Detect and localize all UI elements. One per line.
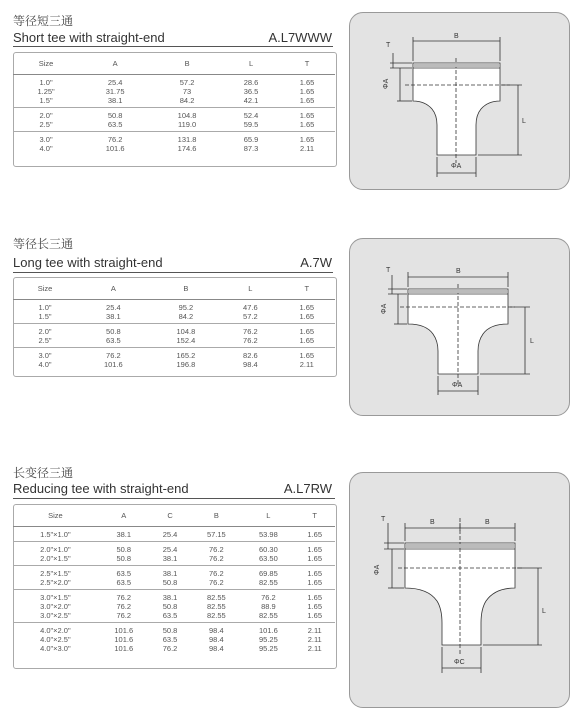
table-row <box>13 144 335 153</box>
table-cell: 28.6 <box>243 78 259 87</box>
table-cell: 95.2 <box>178 303 194 312</box>
table-cell: 1.65 <box>307 569 323 578</box>
table-cell: 1.65 <box>299 87 315 96</box>
table-row <box>13 300 335 313</box>
table-cell: 2.0" <box>38 327 52 336</box>
table-cell: 82.55 <box>206 593 226 602</box>
table-cell: 1.25" <box>37 87 55 96</box>
table-row <box>13 348 335 361</box>
table-cell: 38.1 <box>79 96 151 108</box>
table-cell: 3.0"×1.5" <box>40 593 71 602</box>
tee-diagram <box>349 12 570 190</box>
table-cell: 2.11 <box>299 360 314 369</box>
table-cell: 4.0"×2.5" <box>40 635 71 644</box>
table-cell: 1.5" <box>13 312 77 324</box>
column-header: Size <box>13 52 79 75</box>
section-long-tee <box>0 235 583 420</box>
table-cell: 38.1 <box>162 593 178 602</box>
dim-label-b: B <box>454 33 459 40</box>
table-row <box>13 336 335 348</box>
table-cell: 50.8 <box>162 626 178 635</box>
table-row <box>13 611 335 623</box>
table-cell: 63.5 <box>77 336 150 348</box>
table-cell: 63.50 <box>242 554 294 566</box>
table-cell: 50.8 <box>150 578 191 590</box>
table-cell: 63.5 <box>79 120 151 132</box>
table-cell: 165.2 <box>176 351 196 360</box>
table-cell: 57.2 <box>179 78 195 87</box>
table-cell: 2.11 <box>307 626 322 635</box>
table-cell: 196.8 <box>176 360 196 369</box>
table-row <box>13 566 335 579</box>
title-rule <box>13 498 335 499</box>
table-cell: 25.4 <box>107 78 123 87</box>
table-cell: 84.2 <box>150 312 223 324</box>
table-cell: 1.65 <box>299 327 315 336</box>
table-cell: 104.8 <box>177 111 197 120</box>
table-cell: 1.65 <box>294 611 335 623</box>
spec-table <box>13 52 335 153</box>
table-row <box>13 554 335 566</box>
table-cell: 3.0" <box>39 135 53 144</box>
table-cell: 50.8 <box>116 545 132 554</box>
table-cell: 4.0" <box>39 144 53 153</box>
table-cell: 76.2 <box>261 593 276 602</box>
table-cell: 101.6 <box>105 144 125 153</box>
table-cell: 98.4 <box>209 644 224 653</box>
table-cell: 95.25 <box>259 644 278 653</box>
table-row <box>13 108 335 121</box>
table-row <box>13 87 335 96</box>
tee-diagram <box>349 472 570 708</box>
table-row <box>13 590 335 603</box>
table-cell: 63.5 <box>150 611 191 623</box>
table-cell: 25.4 <box>162 545 178 554</box>
table-cell: 2.11 <box>307 644 322 653</box>
table-row <box>13 132 335 145</box>
column-header: Size <box>13 277 77 300</box>
table-cell: 38.1 <box>162 569 178 578</box>
table-cell: 1.65 <box>299 303 315 312</box>
table-cell: 101.6 <box>103 360 123 369</box>
table-cell: 3.0"×2.5" <box>13 611 98 623</box>
table-cell: 73 <box>182 87 192 96</box>
table-cell: 82.55 <box>206 602 226 611</box>
column-header: T <box>294 504 335 527</box>
table-row <box>13 120 335 132</box>
table-cell: 2.11 <box>307 635 322 644</box>
column-header: L <box>242 504 294 527</box>
section-title-en: Short tee with straight-end <box>13 30 165 45</box>
table-cell: 42.1 <box>223 96 279 108</box>
column-header: B <box>190 504 242 527</box>
spec-table <box>13 277 335 369</box>
table-cell: 60.30 <box>259 545 278 554</box>
table-cell: 76.2 <box>162 644 178 653</box>
table-cell: 1.65 <box>279 312 335 324</box>
table-cell: 101.6 <box>259 626 278 635</box>
table-cell: 82.55 <box>242 578 294 590</box>
table-cell: 69.85 <box>259 569 278 578</box>
spec-table <box>13 504 335 653</box>
table-cell: 4.0"×2.0" <box>40 626 71 635</box>
column-header: A <box>98 504 150 527</box>
table-cell: 95.25 <box>259 635 278 644</box>
title-rule <box>13 272 333 273</box>
table-cell: 101.6 <box>114 644 134 653</box>
table-cell: 1.65 <box>299 351 315 360</box>
product-code: A.L7RW <box>283 481 332 496</box>
dim-label-t: T <box>381 516 386 523</box>
table-cell: 25.4 <box>106 303 121 312</box>
table-cell: 76.2 <box>209 569 224 578</box>
dim-label-t: T <box>386 42 391 49</box>
column-header: T <box>279 277 335 300</box>
table-cell: 76.2 <box>116 593 132 602</box>
dim-label-b: B <box>456 268 461 275</box>
table-cell: 98.4 <box>243 360 258 369</box>
section-title-cn: 等径长三通 <box>13 237 74 251</box>
table-row <box>13 635 335 644</box>
table-cell: 98.4 <box>209 635 224 644</box>
table-cell: 1.65 <box>294 554 335 566</box>
table-cell: 1.65 <box>307 545 323 554</box>
dim-label-l: L <box>522 118 526 125</box>
table-cell: 2.5" <box>13 120 79 132</box>
table-cell: 52.4 <box>243 111 259 120</box>
table-cell: 152.4 <box>150 336 223 348</box>
section-title-en: Long tee with straight-end <box>13 255 163 270</box>
table-cell: 2.0" <box>39 111 53 120</box>
table-row <box>13 96 335 108</box>
dim-label-phia-bottom: ΦA <box>452 382 463 389</box>
table-cell: 76.2 <box>98 611 150 623</box>
table-header-row <box>13 277 335 300</box>
table-cell: 63.5 <box>162 635 178 644</box>
column-header: C <box>150 504 191 527</box>
table-cell: 76.2 <box>190 554 242 566</box>
table-cell: 36.5 <box>243 87 259 96</box>
section-title-cn: 长变径三通 <box>13 466 74 480</box>
column-header: A <box>79 52 151 75</box>
table-cell: 57.2 <box>222 312 278 324</box>
table-cell: 38.1 <box>98 527 150 542</box>
table-cell: 31.75 <box>105 87 125 96</box>
table-cell: 76.2 <box>222 336 278 348</box>
dim-label-phia-bottom: ΦA <box>451 163 462 170</box>
product-code: A.7W <box>300 255 332 270</box>
table-cell: 2.11 <box>299 144 315 153</box>
table-cell: 1.65 <box>279 120 335 132</box>
table-cell: 76.2 <box>190 578 242 590</box>
dim-label-l: L <box>530 338 534 345</box>
column-header: A <box>77 277 150 300</box>
table-cell: 63.5 <box>98 578 150 590</box>
table-cell: 1.0" <box>38 303 52 312</box>
column-header: B <box>150 277 223 300</box>
table-cell: 101.6 <box>114 626 134 635</box>
table-cell: 4.0"×3.0" <box>40 644 71 653</box>
table-cell: 50.8 <box>107 111 123 120</box>
table-cell: 76.2 <box>116 602 132 611</box>
table-row <box>13 312 335 324</box>
table-cell: 1.5"×1.0" <box>13 527 98 542</box>
table-cell: 76.2 <box>106 351 121 360</box>
table-cell: 131.8 <box>177 135 197 144</box>
table-cell: 50.8 <box>162 602 178 611</box>
section-title-en: Reducing tee with straight-end <box>13 481 189 496</box>
table-cell: 1.65 <box>299 135 315 144</box>
table-cell: 25.4 <box>150 527 191 542</box>
dim-label-b-right: B <box>485 519 490 526</box>
column-header: Size <box>13 504 98 527</box>
table-row <box>13 527 335 542</box>
table-cell: 82.55 <box>242 611 294 623</box>
table-row <box>13 542 335 555</box>
table-cell: 38.1 <box>150 554 191 566</box>
table-row <box>13 623 335 636</box>
table-cell: 2.5"×2.0" <box>13 578 98 590</box>
table-cell: 63.5 <box>116 569 132 578</box>
table-cell: 1.65 <box>299 78 315 87</box>
table-cell: 1.65 <box>294 527 335 542</box>
table-cell: 82.55 <box>190 611 242 623</box>
table-row <box>13 578 335 590</box>
table-cell: 4.0" <box>38 360 52 369</box>
table-cell: 98.4 <box>209 626 224 635</box>
section-reducing-tee <box>0 462 583 712</box>
dim-label-phia-side: ΦA <box>381 303 388 314</box>
table-cell: 3.0"×2.0" <box>40 602 71 611</box>
table-cell: 1.65 <box>279 336 335 348</box>
column-header: L <box>222 277 278 300</box>
table-cell: 53.98 <box>242 527 294 542</box>
table-header-row <box>13 504 335 527</box>
table-cell: 2.0"×1.5" <box>13 554 98 566</box>
dim-label-phia-side: ΦA <box>374 564 381 575</box>
table-cell: 2.5" <box>13 336 77 348</box>
column-header: T <box>279 52 335 75</box>
table-cell: 87.3 <box>243 144 259 153</box>
table-cell: 50.8 <box>98 554 150 566</box>
table-cell: 2.5"×1.5" <box>40 569 71 578</box>
dim-label-l: L <box>542 608 546 615</box>
table-cell: 38.1 <box>77 312 150 324</box>
table-cell: 1.65 <box>294 578 335 590</box>
dim-label-phic-bottom: ΦC <box>454 659 465 666</box>
table-cell: 76.2 <box>243 327 258 336</box>
dim-label-phia-side: ΦA <box>383 78 390 89</box>
column-header: L <box>223 52 279 75</box>
table-cell: 1.0" <box>39 78 53 87</box>
dim-label-b-left: B <box>430 519 435 526</box>
table-header-row <box>13 52 335 75</box>
table-cell: 3.0" <box>38 351 52 360</box>
table-cell: 76.2 <box>209 545 224 554</box>
table-cell: 1.65 <box>299 111 315 120</box>
column-header: B <box>151 52 223 75</box>
table-cell: 47.6 <box>243 303 258 312</box>
section-short-tee <box>0 0 583 200</box>
table-cell: 1.65 <box>307 593 323 602</box>
table-cell: 82.6 <box>243 351 258 360</box>
table-row <box>13 602 335 611</box>
title-rule <box>13 46 333 47</box>
table-cell: 65.9 <box>243 135 259 144</box>
product-code: A.L7WWW <box>268 30 332 45</box>
dim-label-t: T <box>386 267 391 274</box>
table-row <box>13 324 335 337</box>
table-cell: 1.65 <box>307 602 323 611</box>
table-cell: 1.65 <box>279 96 335 108</box>
section-title-cn: 等径短三通 <box>13 14 74 28</box>
table-row <box>13 644 335 653</box>
table-cell: 84.2 <box>151 96 223 108</box>
table-row <box>13 360 335 369</box>
table-cell: 2.0"×1.0" <box>40 545 71 554</box>
table-cell: 76.2 <box>107 135 123 144</box>
table-row <box>13 75 335 88</box>
table-cell: 50.8 <box>106 327 121 336</box>
table-cell: 59.5 <box>223 120 279 132</box>
table-cell: 57.15 <box>190 527 242 542</box>
table-cell: 101.6 <box>114 635 134 644</box>
tee-diagram <box>349 238 570 416</box>
table-cell: 174.6 <box>177 144 197 153</box>
table-cell: 1.5" <box>13 96 79 108</box>
table-cell: 88.9 <box>261 602 276 611</box>
table-cell: 119.0 <box>151 120 223 132</box>
table-cell: 104.8 <box>176 327 196 336</box>
